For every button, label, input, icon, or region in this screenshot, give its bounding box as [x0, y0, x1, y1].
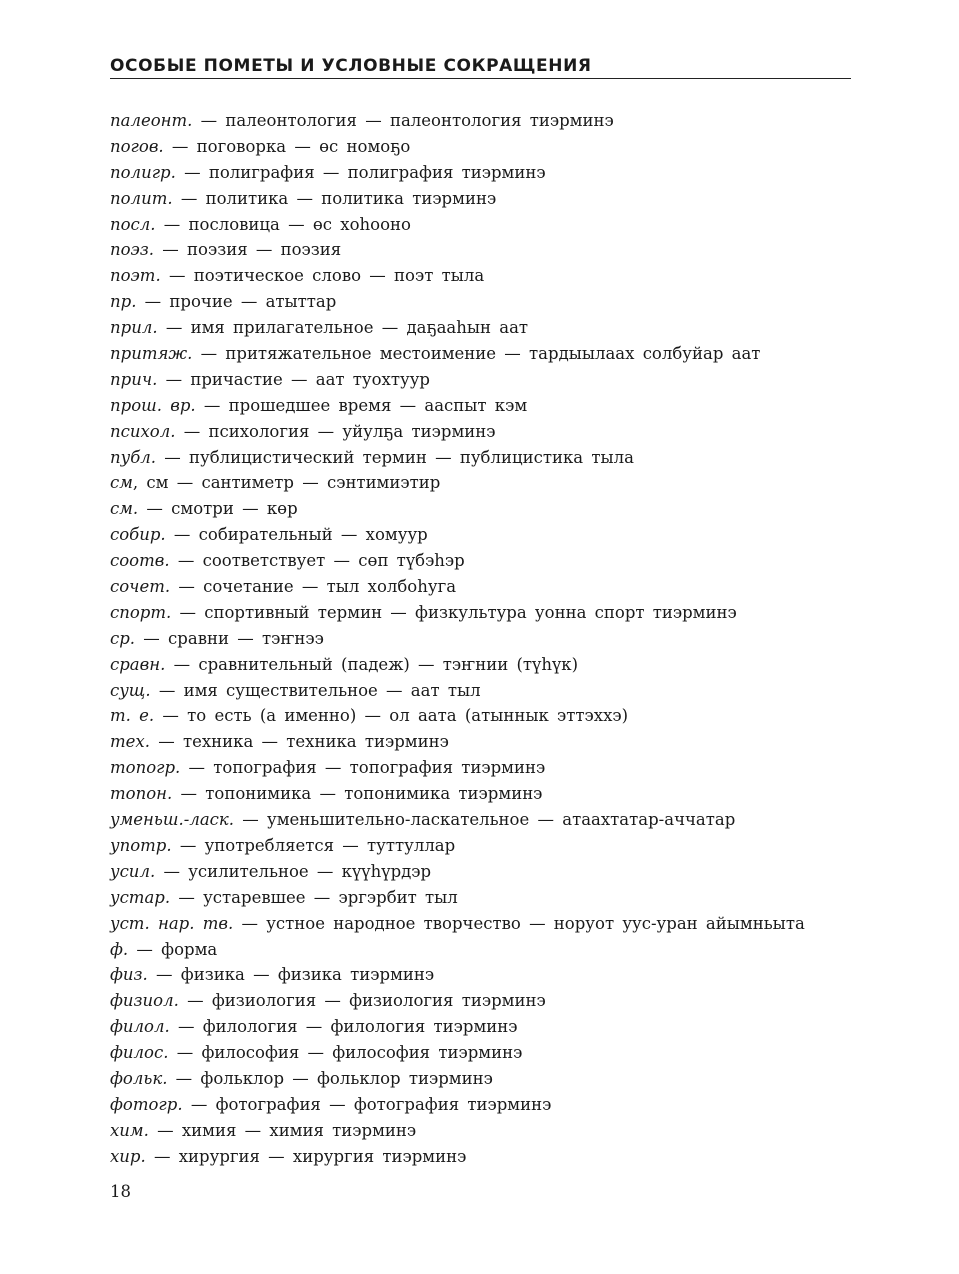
entry-definition: — прошедшее время — ааспыт кэм	[195, 395, 528, 415]
entry-definition: — имя существительное — аат тыл	[150, 680, 481, 700]
entry-definition: — хирургия — хирургия тиэрминэ	[145, 1146, 467, 1166]
abbreviation-entry	[110, 315, 870, 341]
entry-definition: — сравнительный (падеж) — тэҥнии (түһүк)	[165, 654, 579, 674]
entry-abbreviation: хир.	[110, 1146, 146, 1166]
entry-definition: — смотри — көр	[138, 499, 298, 519]
abbreviation-entry	[110, 729, 870, 755]
abbreviation-entry	[110, 237, 870, 263]
entry-abbreviation: прил.	[110, 318, 158, 338]
entry-definition: — поговорка — өс номоҕо	[163, 136, 411, 156]
entry-definition: — имя прилагательное — даҕааһын аат	[157, 318, 529, 338]
abbreviation-entry	[110, 548, 870, 574]
abbreviation-entry	[110, 289, 870, 315]
abbreviation-entry	[110, 470, 870, 496]
entry-definition: — спортивный термин — физкультура уонна спорт тиэрминэ	[171, 602, 737, 622]
abbreviation-entry	[110, 911, 870, 937]
entry-abbreviation: физиол.	[110, 991, 179, 1011]
entry-definition: — философия — философия тиэрминэ	[168, 1043, 523, 1063]
entry-abbreviation: поэт.	[110, 266, 161, 286]
entry-abbreviation: прош. вр.	[110, 395, 196, 415]
entry-abbreviation: филол.	[110, 1017, 170, 1037]
abbreviation-entry	[110, 1014, 870, 1040]
entry-abbreviation: психол.	[110, 421, 176, 441]
abbreviation-entry	[110, 1066, 870, 1092]
entry-abbreviation: тех.	[110, 732, 150, 752]
entry-abbreviation: полит.	[110, 188, 173, 208]
abbreviation-entry	[110, 807, 870, 833]
entry-abbreviation: собир.	[110, 525, 166, 545]
abbreviation-entry	[110, 160, 870, 186]
entry-abbreviation: палеонт.	[110, 111, 193, 130]
entry-definition: — топонимика — топонимика тиэрминэ	[172, 784, 543, 804]
entry-definition: — собирательный — хомуур	[165, 525, 428, 545]
abbreviation-entry	[110, 626, 870, 652]
abbreviation-entry	[110, 781, 870, 807]
entry-abbreviation: уст. нар. тв.	[110, 913, 234, 933]
entry-abbreviation: притяж.	[110, 344, 193, 364]
entry-abbreviation: филос.	[110, 1043, 169, 1063]
entry-definition: — физика — физика тиэрминэ	[147, 965, 435, 985]
entry-abbreviation: сочет.	[110, 577, 171, 597]
abbreviation-entry	[110, 393, 870, 419]
entry-definition: — топография — топография тиэрминэ	[180, 758, 546, 778]
entry-definition: — уменьшительно-ласкательное — атаахтатар-аччатар	[234, 810, 736, 830]
entry-abbreviation: полигр.	[110, 162, 176, 182]
entry-abbreviation: прич.	[110, 369, 158, 389]
abbreviation-entry	[110, 678, 870, 704]
abbreviation-entry	[110, 1092, 870, 1118]
entry-definition: — полиграфия — полиграфия тиэрминэ	[175, 162, 546, 182]
abbreviation-entry	[110, 988, 870, 1014]
entry-abbreviation: фотогр.	[110, 1094, 183, 1114]
entry-definition: — фотография — фотография тиэрминэ	[182, 1094, 552, 1114]
entry-definition: — употребляется — туттуллар	[171, 835, 456, 855]
abbreviation-entry	[110, 522, 870, 548]
page-number: 18	[110, 1182, 131, 1201]
entry-abbreviation: соотв.	[110, 551, 170, 571]
entry-abbreviation: фольк.	[110, 1068, 168, 1088]
abbreviation-entry	[110, 212, 870, 238]
entry-abbreviation: посл.	[110, 214, 156, 234]
entry-abbreviation: уменьш.-ласк.	[110, 810, 234, 830]
entry-definition: — публицистический термин — публицистика тыла	[156, 447, 634, 467]
abbreviation-entry	[110, 341, 870, 367]
abbreviation-entry	[110, 419, 870, 445]
abbreviation-entry	[110, 134, 870, 160]
entry-abbreviation: топогр.	[110, 758, 181, 778]
entry-definition: — пословица — өс хоһооно	[155, 214, 411, 234]
abbreviation-entry	[110, 1144, 870, 1170]
entry-abbreviation: см	[110, 473, 133, 493]
page-title: ОСОБЫЕ ПОМЕТЫ И УСЛОВНЫЕ СОКРАЩЕНИЯ	[110, 56, 592, 76]
abbreviation-entry	[110, 703, 870, 729]
abbreviation-entry	[110, 755, 870, 781]
entry-definition: — поэтическое слово — поэт тыла	[160, 266, 485, 286]
abbreviation-entry	[110, 263, 870, 289]
entry-definition: — химия — химия тиэрминэ	[148, 1120, 417, 1140]
entry-abbreviation: физ.	[110, 965, 148, 985]
abbreviation-entry	[110, 1118, 870, 1144]
abbreviation-entry	[110, 600, 870, 626]
page-header	[110, 56, 851, 79]
abbreviation-entry	[110, 367, 870, 393]
entry-definition: , см — сантиметр — сэнтимиэтир	[132, 473, 441, 493]
abbreviation-entry	[110, 445, 870, 471]
abbreviation-entry	[110, 859, 870, 885]
entry-abbreviation: усил.	[110, 861, 156, 881]
entry-abbreviation: см.	[110, 499, 139, 519]
entry-definition: — прочие — атыттар	[136, 292, 337, 312]
entry-abbreviation: ср.	[110, 628, 136, 648]
entry-definition: — фольклор — фольклор тиэрминэ	[167, 1068, 493, 1088]
entry-definition: — психология — уйулҕа тиэрминэ	[175, 421, 496, 441]
abbreviation-list	[110, 108, 870, 1170]
entry-abbreviation: погов.	[110, 136, 164, 156]
entry-definition: — устаревшее — эргэрбит тыл	[170, 887, 458, 907]
entry-abbreviation: сущ.	[110, 680, 151, 700]
entry-abbreviation: хим.	[110, 1120, 149, 1140]
abbreviation-entry	[110, 885, 870, 911]
entry-definition: — форма	[128, 939, 218, 959]
abbreviation-entry	[110, 1040, 870, 1066]
abbreviation-entry	[110, 496, 870, 522]
entry-definition: — поэзия — поэзия	[154, 240, 342, 260]
entry-abbreviation: сравн.	[110, 654, 166, 674]
abbreviation-entry	[110, 962, 870, 988]
entry-abbreviation: т. е.	[110, 706, 155, 726]
entry-abbreviation: поэз.	[110, 240, 155, 260]
entry-abbreviation: публ.	[110, 447, 157, 467]
entry-definition: — политика — политика тиэрминэ	[172, 188, 497, 208]
abbreviation-entry	[110, 833, 870, 859]
abbreviation-entry	[110, 186, 870, 212]
entry-definition: — сочетание — тыл холбоһуга	[170, 577, 457, 597]
entry-abbreviation: топон.	[110, 784, 173, 804]
abbreviation-entry	[110, 937, 870, 963]
entry-definition: — притяжательное местоимение — тардыылаах солбуйар аат	[192, 344, 761, 364]
abbreviation-entry	[110, 574, 870, 600]
entry-abbreviation: спорт.	[110, 602, 172, 622]
entry-abbreviation: ф.	[110, 939, 129, 959]
entry-definition: — устное народное творчество — норуот уус-уран айымньыта	[233, 913, 805, 933]
entry-definition: — усилительное — күүһүрдэр	[155, 861, 432, 881]
entry-abbreviation: пр.	[110, 292, 137, 312]
entry-definition: — причастие — аат туохтуур	[157, 369, 430, 389]
abbreviation-entry	[110, 652, 870, 678]
entry-definition: — соответствует — сөп түбэһэр	[169, 551, 465, 571]
entry-definition: — физиология — физиология тиэрминэ	[178, 991, 546, 1011]
entry-definition: — техника — техника тиэрминэ	[149, 732, 449, 752]
entry-abbreviation: употр.	[110, 835, 172, 855]
entry-definition: — палеонтология — палеонтология тиэрминэ	[192, 111, 614, 130]
entry-definition: — сравни — тэҥнээ	[135, 628, 324, 648]
entry-definition: — то есть (а именно) — ол аата (атыннык эттэххэ)	[154, 706, 629, 726]
entry-definition: — филология — филология тиэрминэ	[169, 1017, 518, 1037]
abbreviation-entry	[110, 108, 870, 134]
entry-abbreviation: устар.	[110, 887, 171, 907]
